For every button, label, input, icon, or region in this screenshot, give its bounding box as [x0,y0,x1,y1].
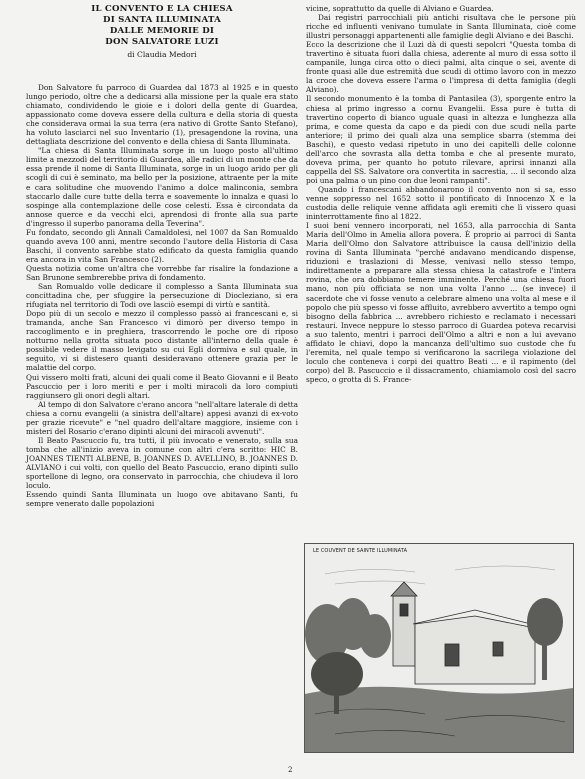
article-title-line: DALLE MEMORIE DI [109,26,215,36]
paragraph: Al tempo di don Salvatore c'erano ancora "nell'altare laterale di detta chiesa a cornu evangelii (a sinistra dell'altare) appesi avanzi di ex-voto per grazie ricevute" e "nel quadro dell'altare maggiore, insieme con i misteri del Rosario c'erano dipinti alcuni dei miracoli avvenuti". [26,399,298,436]
left-column [26,4,298,508]
paragraph: Il secondo monumento è la tomba di Pantasilea (3), sporgente entro la chiesa al primo ingresso a cornu Evangelii. Essa pure è tutta di travertino coperto di bianco uguale quasi in altezza e lunghezza alla prima, e come questa da capo e da piedi con due scudi nella parte anteriore; il primo dei quali alza una semplice sbarra (stemma dei Baschi), e questo vedasi ripetuto in uno dei capitelli delle colonne dell'arco che sovrasta alla detta tomba e che al presente murato, doveva prima, per quanto ho potuto rilevare, aprirsi innanzi alla cappella del SS. Salvatore ora convertita in sacrestia, ... il secondo alza poi una palma o un pino con due leoni rampanti". [306,94,576,185]
paragraph: Don Salvatore fu parroco di Guardea dal 1873 al 1925 e in questo lungo periodo, oltre che a dedicarsi alla missione per la quale era stato chiamato, condividendo le gioie e i dolori della gente di Guardea, appassionato come doveva essere della cultura e della storia di questa che considerava ormai la sua terra (era nativo di Grotte Santo Stefano), ha voluto lasciarci nel suo Inventario (1), presagendone la rovina, una dettagliata descrizione del convento e della chiesa di Santa Illuminata. [26,83,298,147]
page-number: 2 [288,766,293,774]
right-column [306,4,576,384]
convent-sketch-image [305,544,573,752]
illustration-caption: LE COUVENT DE SAINTE ILLUMINATA [313,548,408,554]
paragraph: San Romualdo volle dedicare il complesso a Santa Illuminata sua concittadina che, per sfuggire la persecuzione di Diocleziano, si era rifugiata nel territorio di Todi ove lasciò esempi di virtù e santità. [26,282,298,310]
paragraph: Questa notizia come un'altra che vorrebbe far risalire la fondazione a San Brunone sembrerebbe priva di fondamento. [26,263,298,282]
paragraph: vicine, soprattutto da quelle di Alviano e Guardea. [306,4,494,13]
article-title-line: IL CONVENTO E LA CHIESA [91,4,233,14]
paragraph: "La chiesa di Santa Illuminata sorge in un luogo posto all'ultimo limite a mezzodì del territorio di Guardea, alle radici di un monte che da essa prende il nome di Santa Illuminata, sorge in un luogo arido per gli scogli di cui è seminato, ma bello per la posizione, attraente per la mite e cara solitudine che muovendo l'animo a dolce malinconia, sembra staccarlo dalle cure tutte della terra e soavemente lo innalza e quasi lo sospinge alla contemplazione delle cose celesti. Essa è circondata da annose querce e da vecchi elci, aprendosi di fronte alla sua parte d'ingresso il superbo panorama della Teverina". [26,146,298,228]
article-header [26,4,298,60]
paragraph: Quando i francescani abbandonarono il convento non si sa, esso venne soppresso nel 1652 sotto il pontificato di Innocenzo X e la custodia delle reliquie venne affidata agli eremiti che lì vissero quasi ininterrottamente fino al 1822. [306,184,576,222]
article-title-line: DON SALVATORE LUZI [105,37,219,47]
paragraph: Il Beato Pascuccio fu, tra tutti, il più invocato e venerato, sulla sua tomba che all'inizio aveva in comune con altri c'era scritto: HIC B. JOANNES TIENTI ALBENE, B. JOANNES D. AVELLINO, B. JOANNES D. ALVIANO i cui volti, con quello del Beato Pascuccio, erano dipinti sullo sportellone di legno, ora conservato in parrocchia, che chiudeva il loro loculo. [26,435,298,491]
paragraph: I suoi beni vennero incorporati, nel 1653, alla parrocchia di Santa Maria dell'Olmo in Amelia allora povera. È proprio ai parroci di Santa Maria dell'Olmo don Salvatore attribuisce la causa dell'inizio della rovina di Santa Illuminata "perché andavano mendicando dispense, riduzioni e traslazioni di Messe, venivasi nello stesso tempo, indirettamente a preparare alla stessa chiesa la catastrofe e l'intera rovina, che ora dobbiamo temere imminente. Perché una chiesa fuori mano, non più officiata se non una volta l'anno ... (se invece) il sacerdote che vi fosse venuto a celebrare almeno una volta al mese e il popolo che più spesso vi fosse affluito, avrebbero avvertito a tempo ogni bisogno della fabbrica ... avrebbero richiesto e reclamato i necessari restauri. Invece neppure lo stesso parroco di Guardea poteva recarvisi a suo talento, mentri i parroci dell'Olmo a altri e non a lui avevano affidato le chiavi, dopo la mancanza dell'ultimo suo custode che fu l'eremita, nel quale tempo si verificarono la sacrilega violazione del loculo che conteneva i corpi dei quattro Beati ... e il rapimento (del corpo) del B. Pascuccio e il dissacramento, chiamiamolo così del sacro speco, o grotta di S. France- [306,221,576,384]
paragraph: Fu fondato, secondo gli Annali Camaldolesi, nel 1007 da San Romualdo quando aveva 100 anni, mentre secondo l'autore della Historia di Casa Baschi, il convento sarebbe stato edificato da questa famiglia quando era ancora in vita San Francesco (2). [26,227,298,264]
article-author: di Claudia Medori [127,50,197,59]
paragraph: Dopo più di un secolo e mezzo il complesso passò ai francescani e, si tramanda, anche San Francesco vi dimorò per diverso tempo in raccoglimento e in preghiera, trascorrendo le poche ore di riposo notturno nella grotta situata poco distante all'interno della quale è possibile vedere il masso levigato su cui Egli dormiva e sul quale, in seguito, vi si distesero quanti desideravano ottenere grazia per le malattie del corpo. [26,309,298,373]
paragraph: Essendo quindi Santa Illuminata un luogo ove abitavano Santi, fu sempre venerato dalle popolazioni [26,490,298,509]
paragraph: Ecco la descrizione che il Luzi dà di questi sepolcri "Questa tomba di travertino è situata fuori dalla chiesa, aderente al muro di essa sotto il campanile, lunga circa otto o dieci palmi, alta cinque o sei, avente di fronte quasi alle due estremità due scudi di ottimo lavoro con in mezzo la croce che doveva essere l'arma o l'impresa di detta famiglia (degli Alviano). [306,40,576,95]
paragraph: Dai registri parrocchiali più antichi risultava che le persone più ricche ed influenti venivano tumulate in Santa Illuminata, cioè come illustri personaggi appartenenti alle famiglie degli Alviano e dei Baschi. [306,13,576,41]
header-spacer [26,65,298,83]
convent-illustration [304,543,574,753]
paragraph: Qui vissero molti frati, alcuni dei quali come il Beato Giovanni e il Beato Pascuccio per i loro meriti e per i molti miracoli da loro compiuti raggiunsero gli onori degli altari. [26,372,298,400]
article-title-line: DI SANTA ILLUMINATA [103,15,221,25]
